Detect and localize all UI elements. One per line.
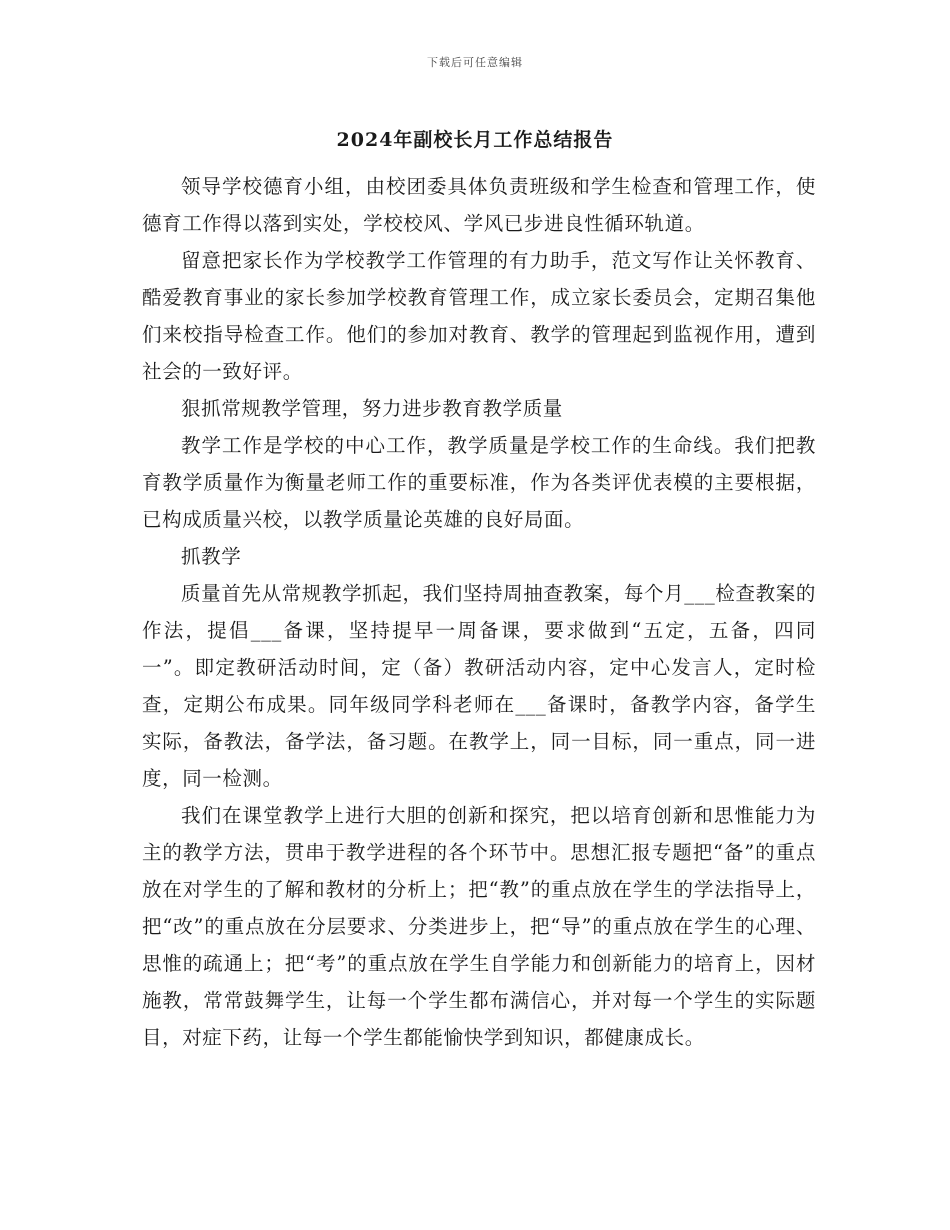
page-header-note: 下载后可任意编辑 xyxy=(427,56,523,69)
paragraph-lesson-preparation: 质量首先从常规教学抓起，我们坚持周抽查教案，每个月___检查教案的作法，提倡___备课，坚持提早一周备课，要求做到“五定，五备，四同一”。即定教研活动时间，定（备）教研活动内容，定中心发言人，定时检查，定期公布成果。同年级同学科老师在___备课时，备教学内容，备学生实际，备教法，备学法，备习题。在教学上，同一目标，同一重点，同一进度，同一检测。 xyxy=(142,582,816,790)
paragraph-moral-education: 领导学校德育小组，由校团委具体负责班级和学生检查和管理工作，使德育工作得以落到实处，学校校风、学风已步进良性循环轨道。 xyxy=(142,175,816,235)
document-body xyxy=(142,168,816,1056)
paragraph-parent-committee: 留意把家长作为学校教学工作管理的有力助手，范文写作让关怀教育、酷爱教育事业的家长参加学校教育管理工作，成立家长委员会，定期召集他们来校指导检查工作。他们的参加对教育、教学的管理起到监视作用，遭到社会的一致好评。 xyxy=(142,249,816,383)
paragraph-classroom-innovation: 我们在课堂教学上进行大胆的创新和探究，把以培育创新和思惟能力为主的教学方法，贯串于教学进程的各个环节中。思想汇报专题把“备”的重点放在对学生的了解和教材的分析上；把“教”的重点放在学生的学法指导上，把“改”的重点放在分层要求、分类进步上，把“导”的重点放在学生的心理、思惟的疏通上；把“考”的重点放在学生自学能力和创新能力的培育上，因材施教，常常鼓舞学生，让每一个学生都布满信心，并对每一个学生的实际题目，对症下药，让每一个学生都能愉快学到知识，都健康成长。 xyxy=(142,804,816,1049)
section-heading-teaching-management: 狠抓常规教学管理，努力进步教育教学质量 xyxy=(181,397,563,420)
document-title: 2024年副校长月工作总结报告 xyxy=(336,129,614,151)
section-heading-teaching: 抓教学 xyxy=(181,545,242,568)
paragraph-teaching-quality: 教学工作是学校的中心工作，教学质量是学校工作的生命线。我们把教育教学质量作为衡量老师工作的重要标准，作为各类评优表模的主要根据，已构成质量兴校，以教学质量论英雄的良好局面。 xyxy=(142,434,816,531)
